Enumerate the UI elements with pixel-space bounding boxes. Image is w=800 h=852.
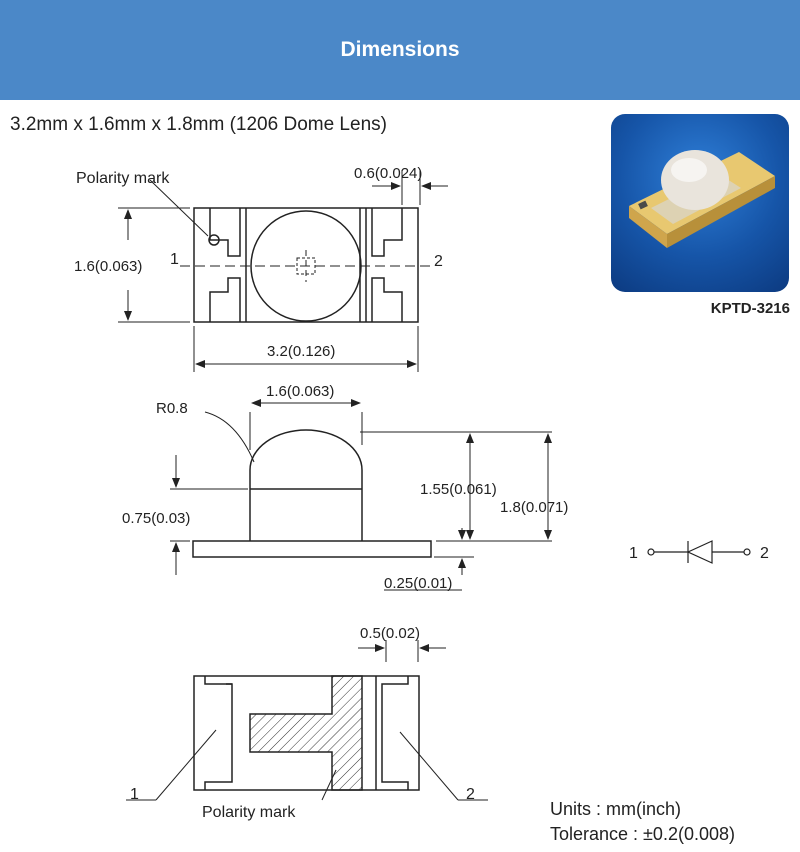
symbol-pin2: 2 — [760, 545, 769, 562]
side-dim-substrate: 0.25(0.01) — [384, 575, 453, 592]
top-pin1: 1 — [170, 251, 179, 268]
bottom-pin2: 2 — [466, 786, 475, 803]
bottom-polarity-label: Polarity mark — [202, 804, 296, 821]
package-description: 3.2mm x 1.6mm x 1.8mm (1206 Dome Lens) — [10, 114, 387, 135]
top-view — [180, 208, 432, 322]
symbol-pin1: 1 — [629, 545, 638, 562]
top-dim-width: 1.6(0.063) — [74, 258, 143, 275]
side-dim-lens-height: 1.55(0.061) — [420, 481, 497, 498]
bottom-view-anode-pad — [250, 676, 362, 790]
side-view-substrate — [193, 541, 431, 557]
side-view — [193, 430, 431, 557]
top-dim-pad: 0.6(0.024) — [354, 165, 423, 182]
notes — [550, 797, 735, 847]
diode-symbol — [648, 541, 750, 563]
side-view-dome — [250, 430, 362, 489]
top-dim-length: 3.2(0.126) — [267, 343, 336, 360]
tolerance-note: Tolerance : ±0.2(0.008) — [550, 824, 735, 844]
page-title: Dimensions — [340, 38, 460, 61]
bottom-view — [194, 676, 419, 790]
side-dim-total-height: 1.8(0.071) — [500, 499, 569, 516]
bottom-dim-pad: 0.5(0.02) — [360, 625, 421, 642]
part-number: KPTD-3216 — [710, 300, 790, 317]
side-dim-base: 0.75(0.03) — [122, 510, 191, 527]
top-pin2: 2 — [434, 253, 443, 270]
side-dim-lens: 1.6(0.063) — [266, 383, 335, 400]
units-note: Units : mm(inch) — [550, 799, 682, 819]
top-polarity-label: Polarity mark — [76, 170, 170, 187]
bottom-pin1: 1 — [130, 786, 139, 803]
side-radius: R0.8 — [156, 400, 188, 417]
